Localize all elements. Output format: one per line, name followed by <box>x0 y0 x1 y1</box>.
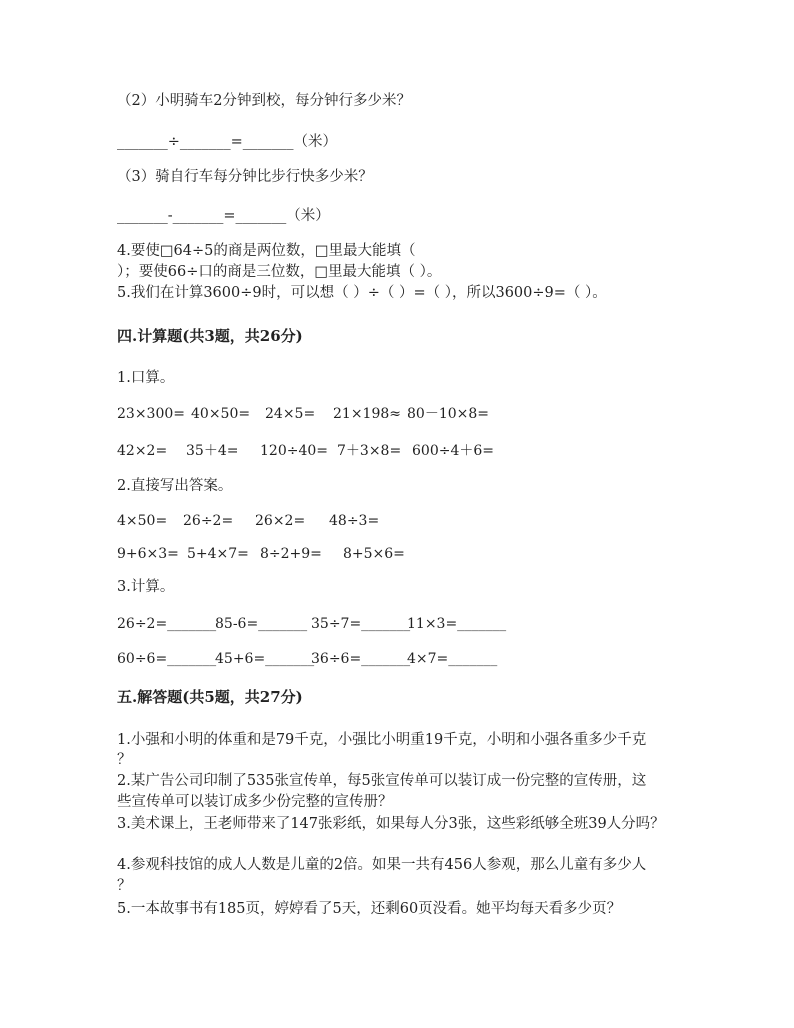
direct-answer-item: 5+4×7= <box>187 546 249 562</box>
direct-answer-title: 2.直接写出答案。 <box>117 478 233 494</box>
direct-answer-item: 4×50= <box>117 513 168 529</box>
calc-item: 35÷7=_______ <box>311 616 411 632</box>
problem-4-line-2: ？ <box>117 878 132 894</box>
calc-item: 36÷6=_______ <box>311 651 411 667</box>
oral-calc-item: 120÷40= <box>260 443 328 459</box>
problem-2-line-2: 些宣传单可以装订成多少份完整的宣传册？ <box>117 794 393 810</box>
problem-1-line-2: ？ <box>117 752 132 768</box>
problem-1-line-1: 1.小强和小明的体重和是79千克，小强比小明重19千克，小明和小强各重多少千克 <box>117 732 647 748</box>
oral-calc-item: 40×50= <box>191 406 251 422</box>
oral-calc-item: 600÷4＋6= <box>412 443 494 459</box>
calc-item: 85-6=_______ <box>215 616 308 632</box>
section-4-heading: 四.计算题(共3题，共26分) <box>117 327 303 345</box>
oral-calc-title: 1.口算。 <box>117 370 175 386</box>
problem-4-line-1: 4.参观科技馆的成人人数是儿童的2倍。如果一共有456人参观，那么儿童有多少人 <box>117 857 647 873</box>
direct-answer-item: 48÷3= <box>329 513 380 529</box>
calc-title: 3.计算。 <box>117 579 175 595</box>
q4-line-2: ）；要使66÷口的商是三位数，□里最大能填（ ）。 <box>117 264 442 280</box>
q3-text: （3）骑自行车每分钟比步行快多少米？ <box>117 169 373 185</box>
oral-calc-item: 35＋4= <box>186 443 239 459</box>
oral-calc-item: 23×300= <box>117 406 185 422</box>
oral-calc-item: 24×5= <box>265 406 316 422</box>
direct-answer-item: 8÷2+9= <box>260 546 322 562</box>
oral-calc-item: 80－10×8= <box>407 406 489 422</box>
oral-calc-item: 7＋3×8= <box>337 443 402 459</box>
q2-text: （2）小明骑车2分钟到校，每分钟行多少米？ <box>117 93 411 109</box>
direct-answer-item: 26×2= <box>255 513 306 529</box>
problem-5: 5.一本故事书有185页，婷婷看了5天，还剩60页没看。她平均每天看多少页？ <box>117 901 622 917</box>
calc-item: 26÷2=_______ <box>117 616 217 632</box>
oral-calc-item: 42×2= <box>117 443 168 459</box>
direct-answer-item: 9+6×3= <box>117 546 179 562</box>
oral-calc-item: 21×198≈ <box>333 406 401 422</box>
problem-3: 3.美术课上，王老师带来了147张彩纸，如果每人分3张，这些彩纸够全班39人分吗？ <box>117 816 665 832</box>
q4-line-1: 4.要使□64÷5的商是两位数，□里最大能填（ <box>117 243 416 259</box>
calc-item: 60÷6=_______ <box>117 651 217 667</box>
q3-answer-blank: _______-_______=_______（米） <box>117 208 330 224</box>
problem-2-line-1: 2.某广告公司印制了535张宣传单，每5张宣传单可以装订成一份完整的宣传册，这 <box>117 773 647 789</box>
section-5-heading: 五.解答题(共5题，共27分) <box>117 688 303 706</box>
calc-item: 45+6=_______ <box>215 651 315 667</box>
direct-answer-item: 8+5×6= <box>343 546 405 562</box>
calc-item: 11×3=_______ <box>407 616 507 632</box>
q2-answer-blank: _______÷_______=_______（米） <box>117 134 338 150</box>
calc-item: 4×7=_______ <box>407 651 498 667</box>
direct-answer-item: 26÷2= <box>183 513 234 529</box>
q5-text: 5.我们在计算3600÷9时，可以想（ ）÷（ ）=（ ），所以3600÷9=（ ）。 <box>117 285 607 301</box>
